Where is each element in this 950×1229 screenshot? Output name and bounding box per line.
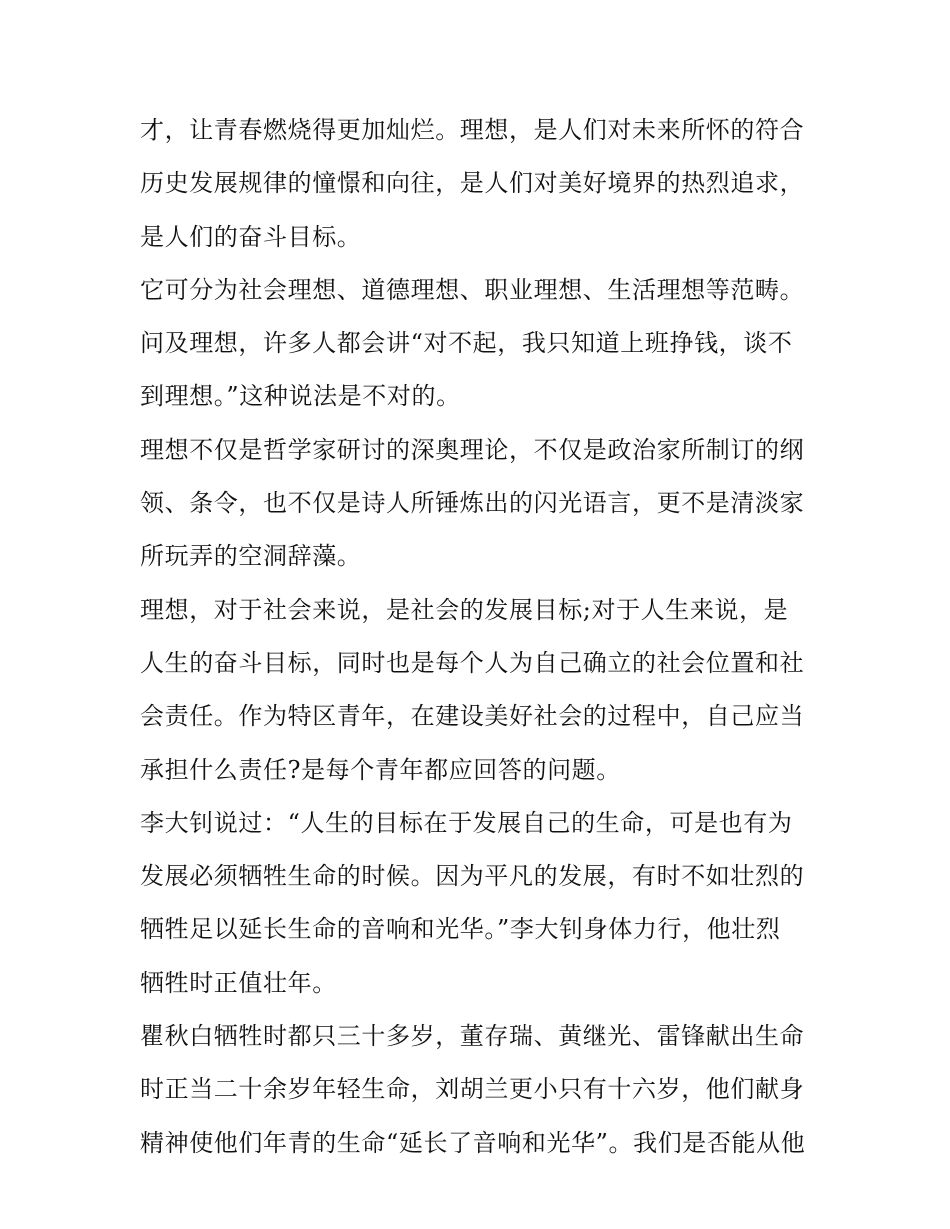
text-line: 人生的奋斗目标，同时也是每个人为自己确立的社会位置和社 — [140, 648, 805, 677]
text-line: 理想不仅是哲学家研讨的深奥理论，不仅是政治家所制订的纲 — [140, 435, 805, 464]
text-line: 会责任。作为特区青年，在建设美好社会的过程中，自己应当 — [140, 702, 805, 731]
text-line: 时正当二十余岁年轻生命，刘胡兰更小只有十六岁，他们献身 — [140, 1075, 805, 1104]
text-line: 牺牲时正值壮年。 — [140, 968, 337, 997]
text-line: 到理想。”这种说法是不对的。 — [140, 382, 461, 411]
text-line: 理想，对于社会来说，是社会的发展目标;对于人生来说，是 — [140, 595, 789, 624]
text-line: 瞿秋白牺牲时都只三十多岁，董存瑞、黄继光、雷锋献出生命 — [140, 1022, 805, 1051]
text-line: 问及理想，许多人都会讲“对不起，我只知道上班挣钱，谈不 — [140, 329, 793, 358]
body-text — [140, 104, 820, 1170]
text-line: 所玩弄的空洞辞藻。 — [140, 542, 362, 571]
text-line: 历史发展规律的憧憬和向往，是人们对美好境界的热烈追求， — [140, 169, 805, 198]
text-line: 精神使他们年青的生命“延长了音响和光华”。我们是否能从他 — [140, 1128, 806, 1157]
text-line: 它可分为社会理想、道德理想、职业理想、生活理想等范畴。 — [140, 275, 805, 304]
text-line: 发展必须牺牲生命的时候。因为平凡的发展，有时不如壮烈的 — [140, 862, 805, 891]
text-line: 才，让青春燃烧得更加灿烂。理想，是人们对未来所怀的符合 — [140, 116, 805, 144]
text-line: 领、条令，也不仅是诗人所锤炼出的闪光语言，更不是清淡家 — [140, 489, 805, 518]
text-line: 是人们的奋斗目标。 — [140, 222, 362, 251]
text-line: 牺牲足以延长生命的音响和光华。”李大钊身体力行，他壮烈 — [140, 915, 781, 944]
text-line: 承担什么责任?是每个青年都应回答的问题。 — [140, 755, 621, 784]
text-line: 李大钊说过：“人生的目标在于发展自己的生命，可是也有为 — [140, 808, 793, 837]
